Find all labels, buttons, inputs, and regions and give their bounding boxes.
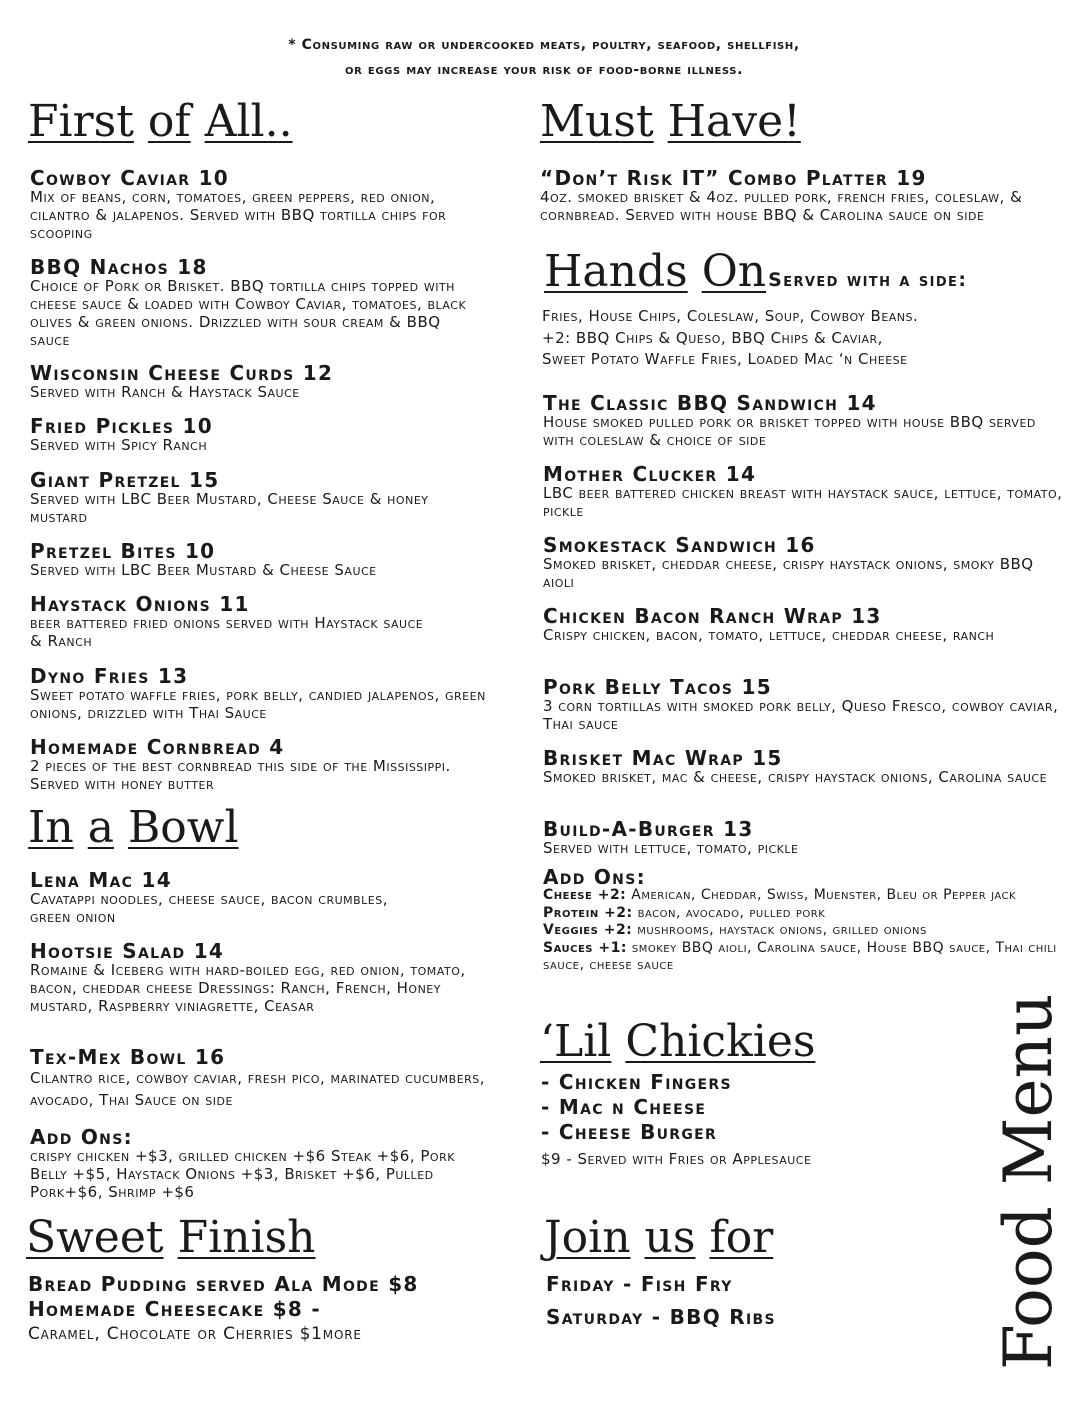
disclaimer-line-1: * Consuming raw or undercooked meats, poultry, seafood, shellfish, (288, 37, 800, 53)
item-desc: Served with LBC Beer Mustard, Cheese Sauce & honey mustard (30, 490, 429, 526)
item-desc: Served with lettuce, tomato, pickle (543, 839, 799, 857)
menu-item (30, 737, 490, 793)
kids-item: - Chicken Fingers (541, 1070, 732, 1094)
sides-line-2: +2: BBQ Chips & Queso, BBQ Chips & Caviar, (542, 329, 883, 347)
section-title-sweet-finish: Sweet Finish (26, 1212, 316, 1263)
item-title: Lena Mac 14 (30, 868, 172, 892)
section-title-first-of-all: First of All.. (28, 96, 293, 147)
item-desc: Crispy chicken, bacon, tomato, lettuce, cheddar cheese, ranch (543, 626, 995, 644)
item-desc: Served with Ranch & Haystack Sauce (30, 383, 300, 401)
special-friday: Friday - Fish Fry (546, 1272, 733, 1296)
item-title: Cowboy Caviar 10 (30, 166, 230, 190)
add-on-veggies: Veggies +2: mushrooms, haystack onions, grilled onions (543, 922, 927, 938)
sides-line-1: Fries, House Chips, Coleslaw, Soup, Cowboy Beans. (542, 307, 919, 325)
side-label: Served with a side: (768, 269, 968, 291)
section-title-in-a-bowl: In a Bowl (28, 802, 239, 853)
menu-item (30, 416, 500, 454)
dessert-cheesecake: Homemade Cheesecake $8 - (28, 1297, 321, 1321)
item-title: “Don’t Risk IT” Combo Platter 19 (540, 166, 927, 190)
burger-add-ons (543, 867, 1063, 975)
menu-item (543, 606, 1013, 644)
item-desc: Mix of beans, corn, tomatoes, green peppers, red onion, cilantro & jalapenos. Served with BBQ tortilla chips for scooping (30, 188, 447, 242)
item-title: Pretzel Bites 10 (30, 539, 216, 563)
special-saturday: Saturday - BBQ Ribs (546, 1305, 776, 1329)
section-title-hands-on: Hands On (544, 246, 767, 297)
menu-item (543, 819, 1063, 857)
item-title: The Classic BBQ Sandwich 14 (543, 391, 877, 415)
item-desc: Served with LBC Beer Mustard & Cheese Sauce (30, 561, 377, 579)
item-title: Wisconsin Cheese Curds 12 (30, 361, 334, 385)
menu-item (30, 941, 470, 1015)
menu-item (543, 535, 1063, 591)
item-title: BBQ Nachos 18 (30, 255, 208, 279)
menu-item (540, 168, 1030, 224)
item-desc: Smoked brisket, mac & cheese, crispy haystack onions, Carolina sauce (543, 768, 1048, 786)
menu-item (30, 870, 430, 926)
item-title: Giant Pretzel 15 (30, 468, 220, 492)
vertical-food-menu-title: Food Menu (990, 993, 1067, 1370)
item-desc: Smoked brisket, cheddar cheese, crispy haystack onions, smoky BBQ aioli (543, 555, 1034, 591)
item-desc: Cilantro rice, cowboy caviar, fresh pico, marinated cucumbers, avocado, Thai Sauce on side (30, 1069, 486, 1109)
item-title: Add Ons: (30, 1125, 133, 1149)
dessert-toppings: Caramel, Chocolate or Cherries $1more (28, 1324, 362, 1344)
item-title: Build-A-Burger 13 (543, 817, 754, 841)
menu-item (30, 168, 500, 242)
item-desc: LBC beer battered chicken breast with haystack sauce, lettuce, tomato, pickle (543, 484, 1063, 520)
item-desc: beer battered fried onions served with Haystack sauce & Ranch (30, 614, 424, 650)
add-on-protein: Protein +2: bacon, avocado, pulled pork (543, 904, 826, 921)
item-desc: 4oz. smoked brisket & 4oz. pulled pork, french fries, coleslaw, & cornbread. Served with house BBQ & Carolina sauce on side (540, 188, 1023, 224)
item-desc: Choice of Pork or Brisket. BBQ tortilla chips topped with cheese sauce & loaded with Cowboy Caviar, tomatoes, black olives & green onions. Drizzled with sour cream & BBQ sauce (30, 277, 467, 349)
item-title: Hootsie Salad 14 (30, 939, 225, 963)
kids-item: - Cheese Burger (541, 1120, 718, 1144)
section-title-lil-chickies: ‘Lil Chickies (540, 1016, 816, 1067)
kids-note: $9 - Served with Fries or Applesauce (541, 1150, 812, 1168)
item-desc: House smoked pulled pork or brisket topped with house BBQ served with coleslaw & choice of side (543, 413, 1036, 449)
menu-item (30, 594, 430, 650)
item-title: Pork Belly Tacos 15 (543, 675, 772, 699)
item-title: Mother Clucker 14 (543, 462, 757, 486)
section-title-join-us: Join us for (544, 1212, 774, 1263)
item-desc: crispy chicken +$3, grilled chicken +$6 Steak +$6, Pork Belly +$5, Haystack Onions +$3, Brisket +$6, Pulled Pork+$6, Shrimp +$6 (30, 1147, 455, 1201)
item-desc: Romaine & Iceberg with hard-boiled egg, red onion, tomato, bacon, cheddar cheese Dressings: Ranch, French, Honey mustard, Raspberry viniagrette, Ceasar (30, 961, 466, 1015)
item-title: Dyno Fries 13 (30, 664, 189, 688)
menu-item (30, 470, 470, 526)
menu-item (543, 464, 1063, 520)
add-on-cheese: Cheese +2: American, Cheddar, Swiss, Muenster, Bleu or Pepper jack (543, 887, 1017, 903)
item-desc: Cavatappi noodles, cheese sauce, bacon crumbles, green onion (30, 890, 389, 926)
add-on-sauces: Sauces +1: smokey BBQ aioli, Carolina sauce, House BBQ sauce, Thai chili sauce, cheese sauce (543, 939, 1057, 973)
menu-item (30, 666, 500, 722)
item-title: Brisket Mac Wrap 15 (543, 746, 783, 770)
menu-item (30, 1047, 500, 1111)
menu-item (543, 677, 1063, 733)
section-title-must-have: Must Have! (540, 96, 801, 147)
item-title: Chicken Bacon Ranch Wrap 13 (543, 604, 882, 628)
menu-item (30, 541, 500, 579)
dessert-bread-pudding: Bread Pudding served Ala Mode $8 (28, 1272, 419, 1296)
kids-item: - Mac n Cheese (541, 1095, 707, 1119)
item-title: Homemade Cornbread 4 (30, 735, 285, 759)
menu-item (30, 257, 480, 349)
menu-item (30, 1127, 490, 1201)
menu-item (30, 363, 500, 401)
menu-item (543, 748, 1063, 786)
hands-on-header (544, 246, 968, 297)
disclaimer-line-2: or eggs may increase your risk of food-borne illness. (345, 62, 743, 78)
item-title: Fried Pickles 10 (30, 414, 213, 438)
menu-item (543, 393, 1063, 449)
add-ons-title: Add Ons: (543, 865, 646, 889)
item-desc: 2 pieces of the best cornbread this side of the Mississippi. Served with honey butter (30, 757, 451, 793)
item-title: Tex-Mex Bowl 16 (30, 1045, 226, 1069)
item-desc: Sweet potato waffle fries, pork belly, candied jalapenos, green onions, drizzled with Thai Sauce (30, 686, 486, 722)
item-title: Haystack Onions 11 (30, 592, 250, 616)
sides-line-3: Sweet Potato Waffle Fries, Loaded Mac ‘n Cheese (542, 350, 908, 368)
item-desc: Served with Spicy Ranch (30, 436, 208, 454)
item-desc: 3 corn tortillas with smoked pork belly, Queso Fresco, cowboy caviar, Thai sauce (543, 697, 1059, 733)
item-title: Smokestack Sandwich 16 (543, 533, 816, 557)
